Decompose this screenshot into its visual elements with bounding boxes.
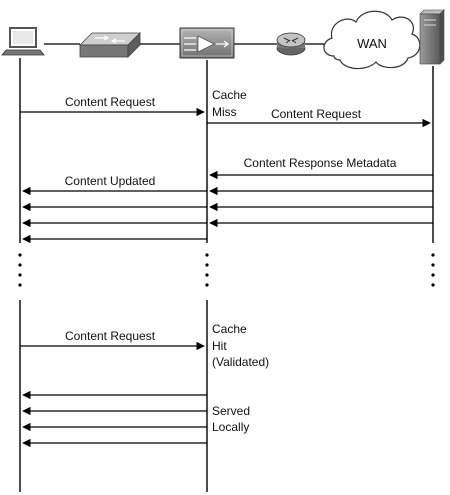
cache-hit-line3: (Validated) (212, 355, 270, 369)
wan-label: WAN (357, 36, 387, 51)
router-icon (277, 33, 305, 55)
served-line2: Locally (212, 420, 250, 434)
laptop-icon (2, 28, 44, 55)
metadata-label: Content Response Metadata (243, 156, 397, 170)
content-updated-label: Content Updated (64, 174, 156, 188)
cache-hit-line1: Cache (212, 322, 247, 336)
cache-miss-line2: Miss (212, 105, 237, 119)
continuation-dots (18, 253, 434, 286)
served-line1: Served (212, 404, 251, 418)
cache-engine-icon (180, 28, 234, 58)
cache-hit-line2: Hit (212, 339, 227, 353)
client-request-label: Content Request (64, 95, 156, 109)
switch-icon (80, 33, 140, 57)
server-icon (420, 10, 444, 64)
client-request-label-2: Content Request (64, 329, 156, 343)
cache-miss-line1: Cache (212, 88, 247, 102)
forward-request-label: Content Request (270, 107, 362, 121)
